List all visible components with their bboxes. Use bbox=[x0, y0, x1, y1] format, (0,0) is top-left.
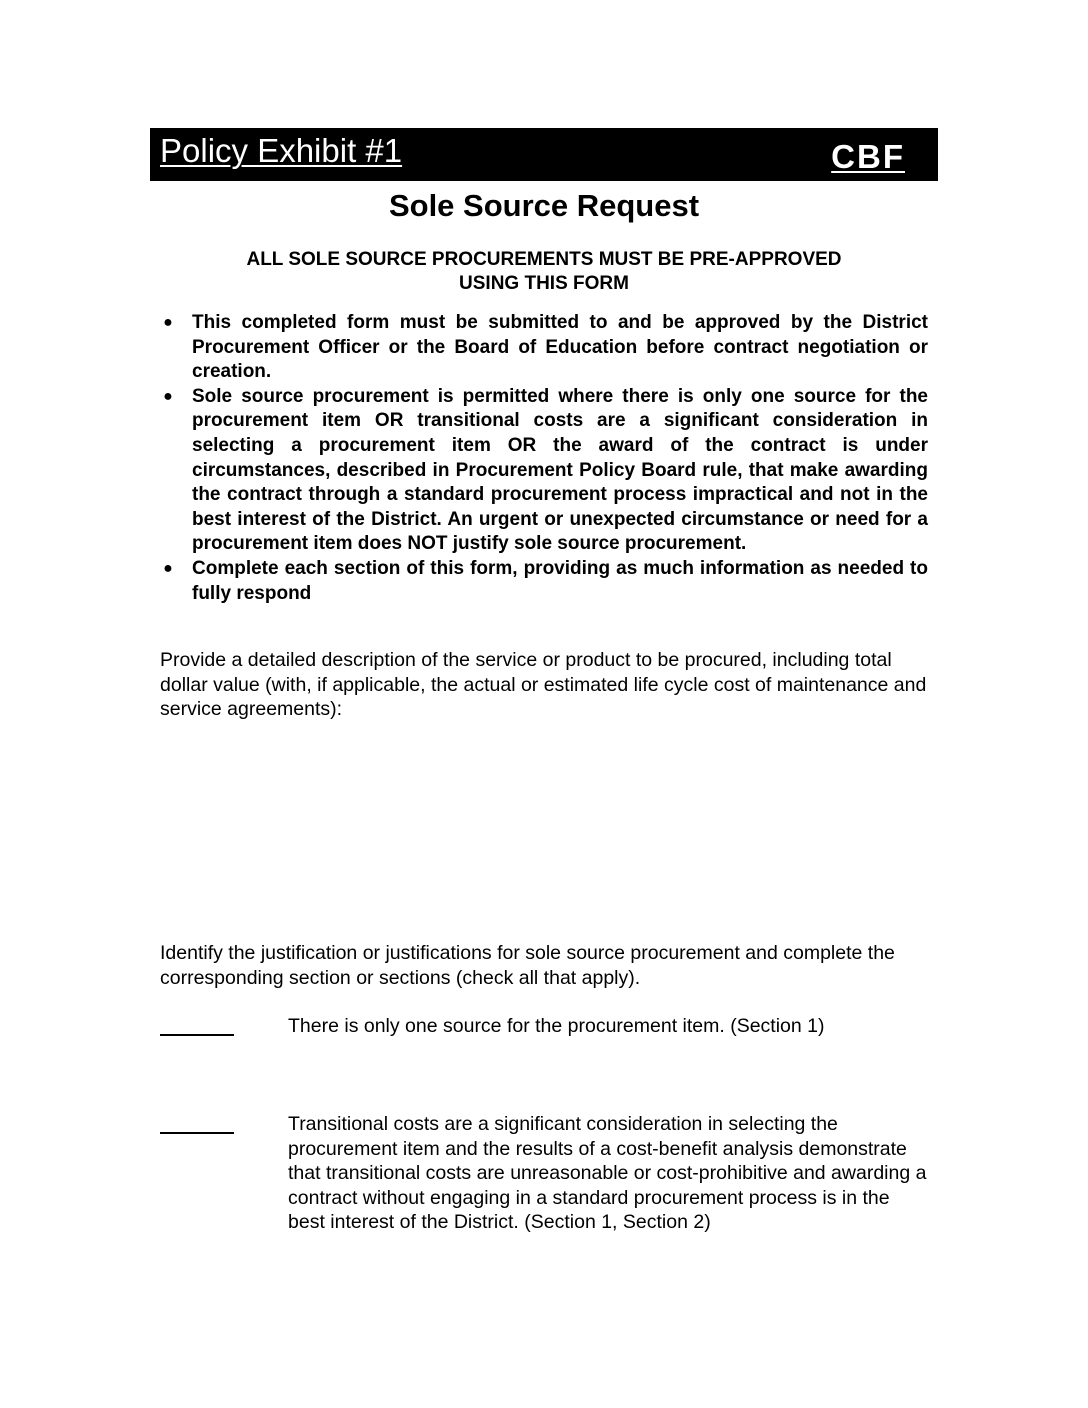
exhibit-header-bar bbox=[150, 128, 938, 181]
exhibit-code: CBF bbox=[831, 138, 905, 175]
instruction-text: Complete each section of this form, providing as much information as needed to fully respond bbox=[192, 557, 928, 604]
instruction-list bbox=[160, 311, 928, 606]
instruction-text: This completed form must be submitted to and be approved by the District Procurement Officer or the Board of Education before contract negotiation or creation. bbox=[192, 312, 928, 383]
approval-notice-line-1: ALL SOLE SOURCE PROCUREMENTS MUST BE PRE-APPROVED bbox=[246, 249, 842, 270]
justification-prompt: Identify the justification or justifications for sole source procurement and complete the corresponding section or sections (check all that apply). bbox=[160, 942, 895, 989]
form-title: Sole Source Request bbox=[388, 188, 700, 223]
instruction-item bbox=[160, 311, 928, 385]
instruction-text: Sole source procurement is permitted where there is only one source for the procurement item OR transitional costs are a significant consideration in selecting a procurement item OR the award of the contract is under circumstances, described in Procurement Policy Board rule, that make awarding the contract through a standard procurement process impractical and not in the best interest of the District. An urgent or unexpected circumstance or need for a procurement item does NOT justify sole source procurement. bbox=[192, 385, 928, 555]
bullet-icon: ● bbox=[163, 559, 173, 577]
instruction-item bbox=[160, 557, 928, 606]
justification-text: Transitional costs are a significant consideration in selecting the procurement item and the results of a cost-benefit analysis demonstrate that transitional costs are unreasonable or cost-prohibitive and awarding a contract without engaging in a standard procurement process is in the best interest of the District. (Section 1, Section 2) bbox=[288, 1113, 927, 1234]
check-blank[interactable] bbox=[160, 1034, 234, 1036]
instruction-item bbox=[160, 385, 928, 557]
check-blank[interactable] bbox=[160, 1132, 234, 1134]
justification-text: There is only one source for the procurement item. (Section 1) bbox=[288, 1015, 825, 1037]
exhibit-title: Policy Exhibit #1 bbox=[160, 132, 403, 169]
approval-notice bbox=[160, 248, 928, 296]
bullet-icon: ● bbox=[163, 314, 173, 331]
approval-notice-line-2: USING THIS FORM bbox=[459, 273, 629, 294]
description-prompt: Provide a detailed description of the service or product to be procured, including total dollar value (with, if applicable, the actual or estimated life cycle cost of maintenance and service agreements): bbox=[160, 649, 927, 721]
bullet-icon: ● bbox=[163, 387, 173, 405]
